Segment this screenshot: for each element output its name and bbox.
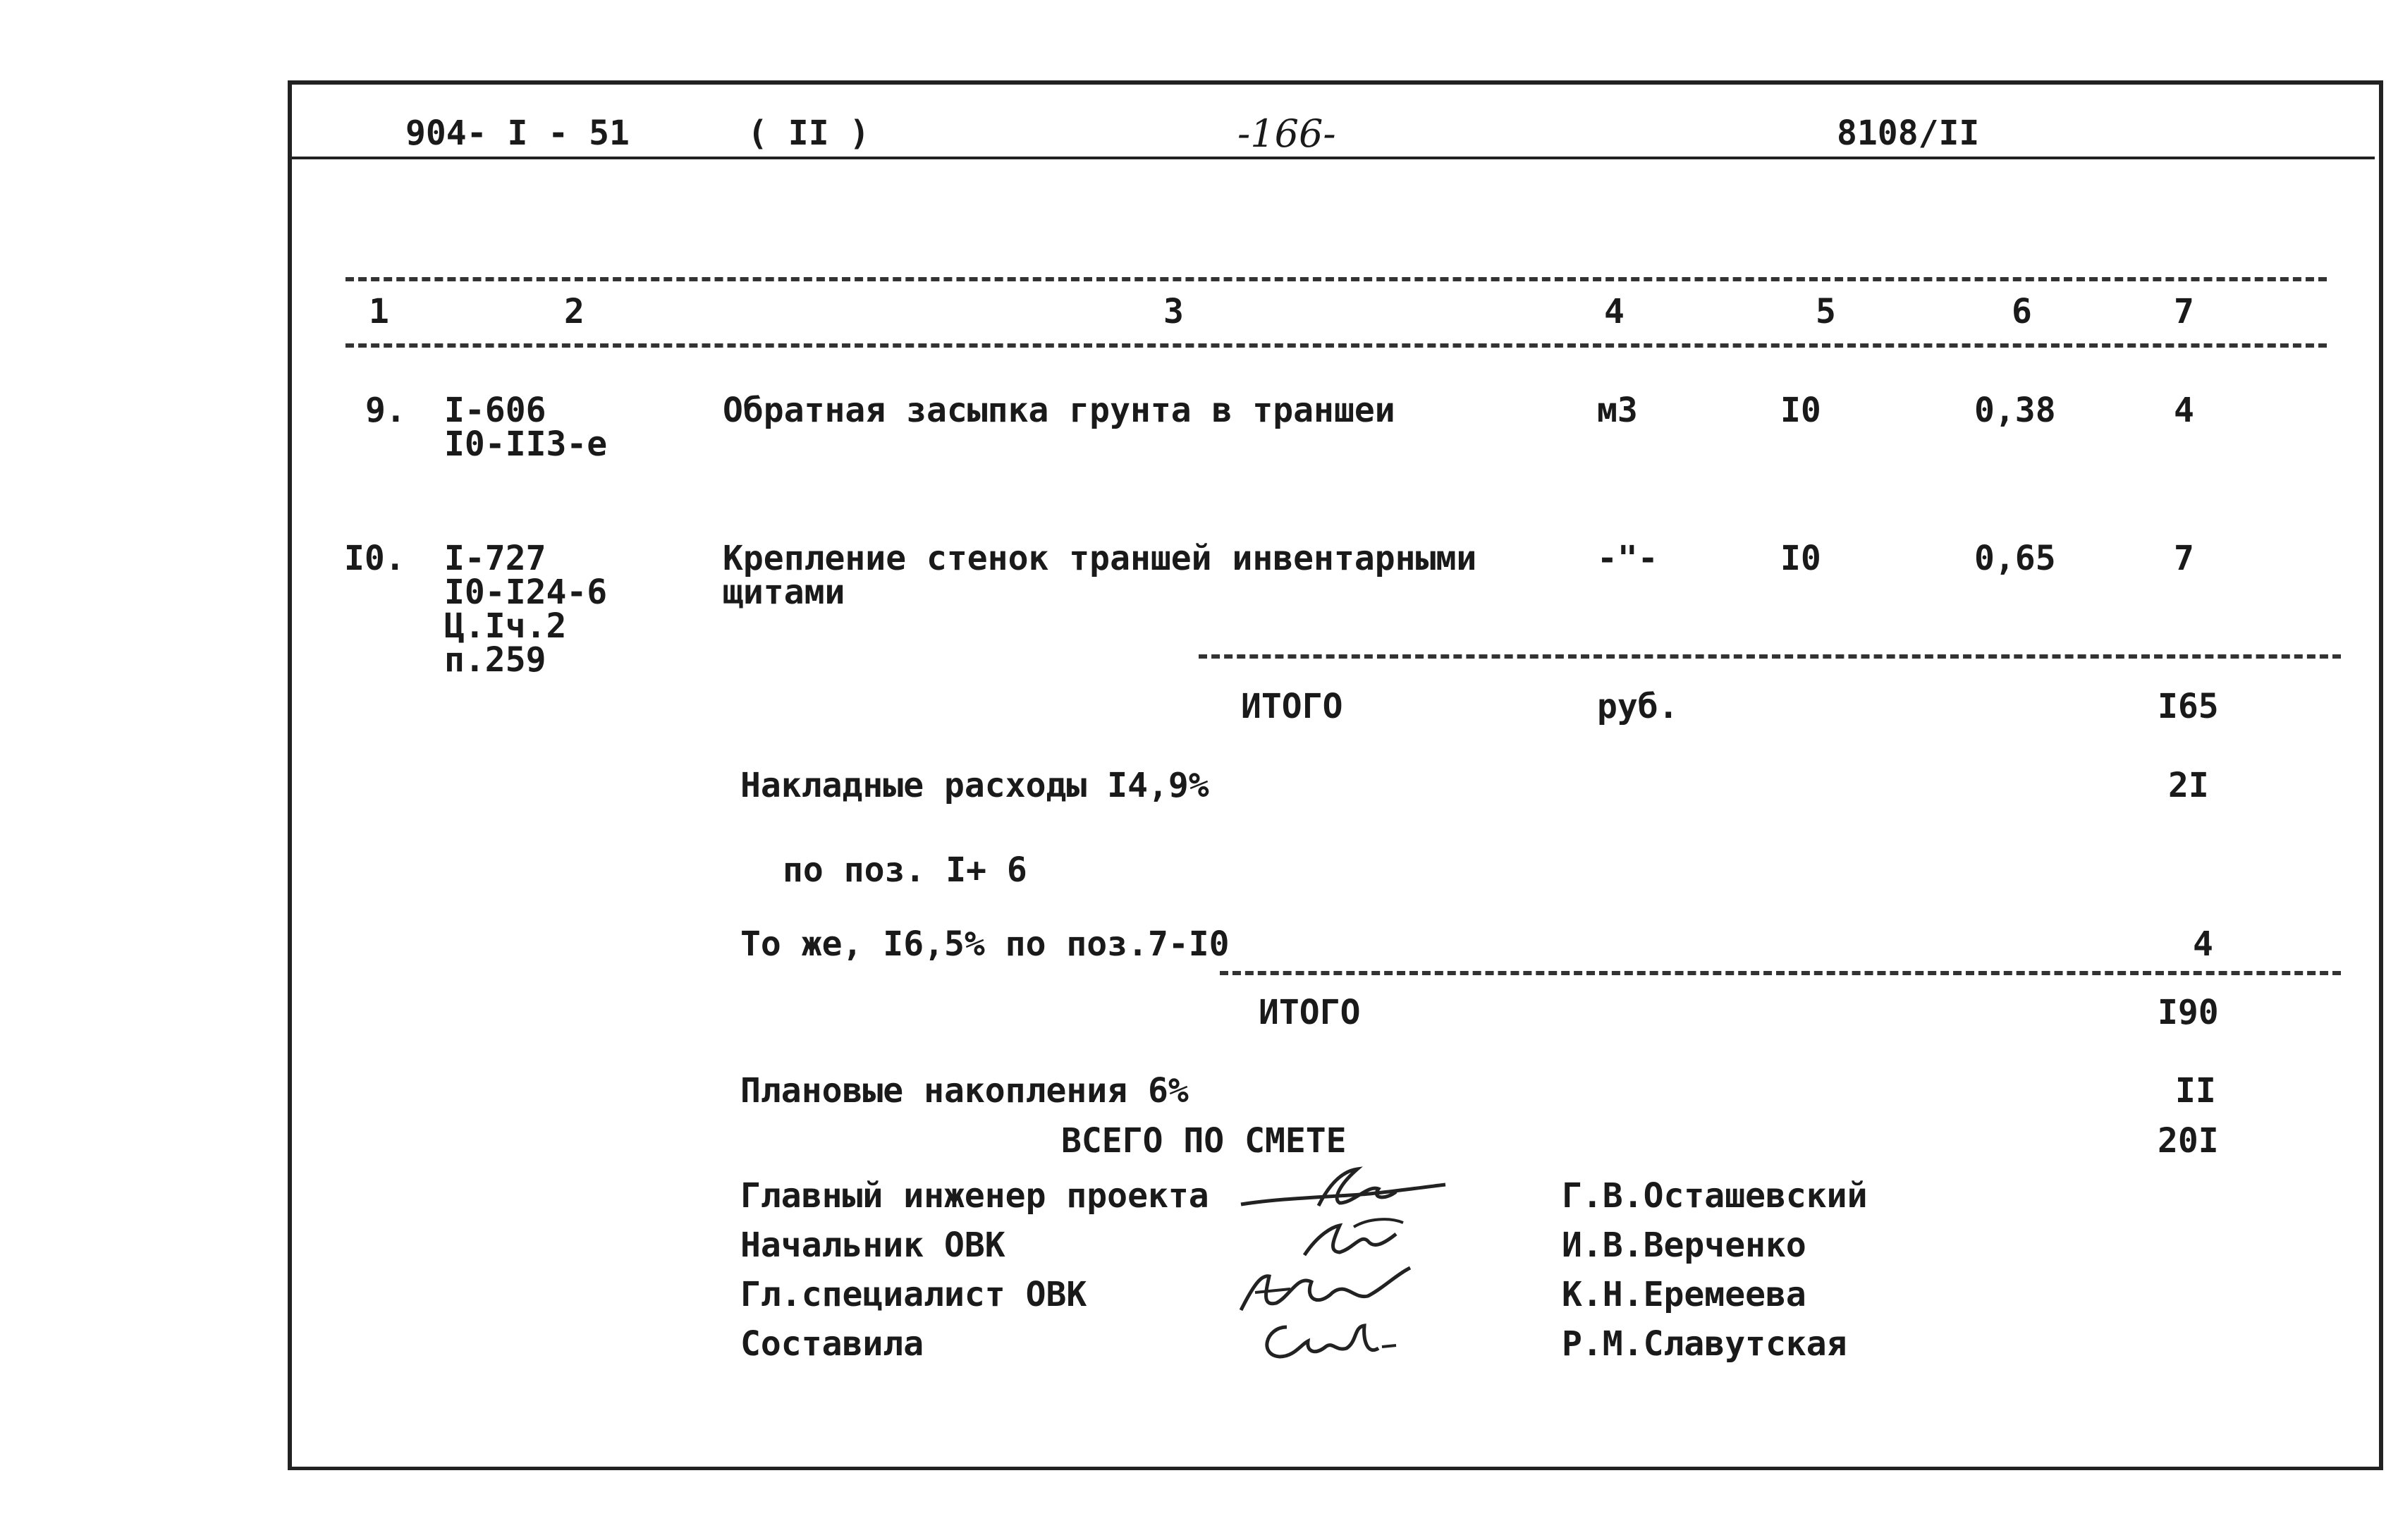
signature-name-1: Г.В.Осташевский — [1562, 1176, 1868, 1216]
total-label: ВСЕГО ПО СМЕТЕ — [1061, 1121, 1347, 1161]
row-10-description-line-2: щитами — [723, 573, 845, 612]
subtotal-rule-2 — [1220, 971, 2341, 975]
signature-role-1: Главный инженер проекта — [740, 1176, 1209, 1216]
planned-label: Плановые накопления 6% — [740, 1071, 1189, 1111]
row-9-price: 0,38 — [1974, 391, 2056, 430]
row-10-ref-4: п.259 — [444, 640, 546, 680]
document-code: 8108/II — [1837, 114, 1980, 153]
project-code: 904- I - 51 — [405, 114, 630, 153]
column-header-bottom-rule — [345, 343, 2327, 348]
row-9-quantity: I0 — [1780, 391, 1821, 430]
row-9-ref-1: I-606 — [444, 391, 546, 430]
itogo-1-value: I65 — [2158, 687, 2219, 726]
page-number: -166- — [1237, 111, 1336, 156]
itogo-2-value: I90 — [2158, 993, 2219, 1032]
same-value: 4 — [2193, 924, 2213, 964]
row-9-unit: м3 — [1597, 391, 1638, 430]
row-10-unit: -"- — [1597, 539, 1658, 578]
row-10-ref-1: I-727 — [444, 539, 546, 578]
itogo-1-unit: руб. — [1597, 687, 1679, 726]
itogo-1-label: ИТОГО — [1241, 687, 1343, 726]
row-9-number: 9. — [365, 391, 406, 430]
subtotal-rule-1 — [1199, 654, 2341, 659]
planned-value: II — [2175, 1071, 2216, 1111]
same-label: То же, I6,5% по поз.7-I0 — [740, 924, 1230, 964]
signature-role-4: Составила — [740, 1324, 924, 1364]
row-10-price: 0,65 — [1974, 539, 2056, 578]
column-number-2: 2 — [564, 292, 585, 331]
column-number-7: 7 — [2174, 292, 2194, 331]
row-10-ref-3: Ц.Iч.2 — [444, 606, 567, 646]
part-number: ( II ) — [747, 114, 870, 153]
row-10-total: 7 — [2174, 539, 2194, 578]
handwritten-signature-4 — [1252, 1313, 1407, 1372]
column-header-top-rule — [345, 277, 2327, 281]
signature-role-3: Гл.специалист ОВК — [740, 1275, 1087, 1314]
row-9-ref-2: I0-II3-e — [444, 424, 608, 464]
column-number-6: 6 — [2012, 292, 2032, 331]
column-number-1: 1 — [369, 292, 389, 331]
signature-name-4: Р.М.Славутская — [1562, 1324, 1847, 1364]
row-10-description-line-1: Крепление стенок траншей инвентарными — [723, 539, 1477, 578]
overhead-label: Накладные расходы I4,9% — [740, 766, 1209, 805]
column-number-3: 3 — [1163, 292, 1184, 331]
column-number-4: 4 — [1604, 292, 1625, 331]
header-divider — [292, 157, 2375, 159]
column-number-5: 5 — [1816, 292, 1836, 331]
row-9-total: 4 — [2174, 391, 2194, 430]
signature-name-3: К.Н.Еремеева — [1562, 1275, 1806, 1314]
row-10-number: I0. — [344, 539, 405, 578]
row-9-description: Обратная засыпка грунта в траншеи — [723, 391, 1395, 430]
overhead-value: 2I — [2168, 766, 2209, 805]
itogo-2-label: ИТОГО — [1259, 993, 1361, 1032]
overhead-note: по поз. I+ 6 — [783, 850, 1027, 890]
row-10-quantity: I0 — [1780, 539, 1821, 578]
total-value: 20I — [2158, 1121, 2219, 1161]
signature-role-2: Начальник ОВК — [740, 1226, 1005, 1265]
signature-name-2: И.В.Верченко — [1562, 1226, 1806, 1265]
row-10-ref-2: I0-I24-6 — [444, 573, 608, 612]
